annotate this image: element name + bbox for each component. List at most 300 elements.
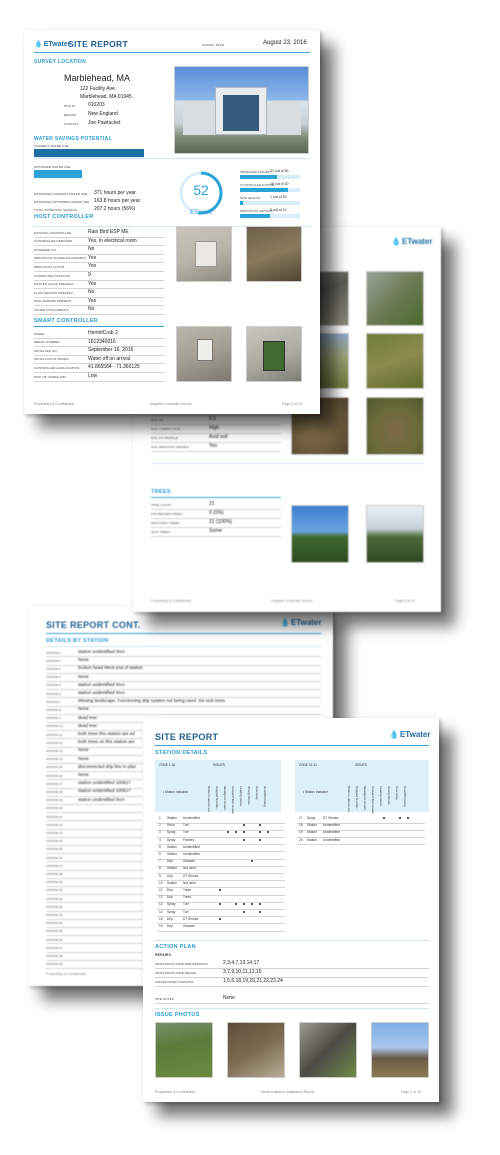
station-plant: Unidentified bbox=[183, 852, 200, 856]
footer-center: Irrigation Controller Survey bbox=[271, 599, 313, 603]
row-label: CONTROLLER REMOVED bbox=[34, 239, 73, 244]
row-value: Yes, in electrical room bbox=[88, 237, 137, 244]
smart-controller-photo-2 bbox=[246, 326, 302, 382]
soil-photo-2 bbox=[366, 397, 424, 455]
station-type: Spray bbox=[167, 909, 176, 914]
row-divider bbox=[34, 280, 164, 281]
station-row-divider bbox=[157, 837, 285, 838]
issue-photo-4 bbox=[371, 1022, 429, 1078]
total-savings-label: TOTAL POTENTIAL SAVINGS bbox=[34, 208, 77, 212]
station-note: Missing landscape. Functioning drip system not being used. Six sick trees. bbox=[78, 698, 227, 704]
station-type: Drip bbox=[167, 916, 173, 921]
station-label: STATION 20 bbox=[46, 806, 63, 811]
action-label: INFRASTRUCTURE REPAIR bbox=[155, 970, 197, 975]
host-controller-title: HOST CONTROLLER bbox=[34, 214, 94, 220]
action-divider bbox=[155, 986, 429, 987]
row-value: September 16, 2016 bbox=[88, 347, 134, 354]
station-plant: Turf bbox=[183, 823, 189, 828]
station-type: Station bbox=[167, 852, 177, 856]
report-page-site-report bbox=[24, 30, 320, 414]
station-plant: Not used bbox=[183, 880, 196, 885]
score-item-value: 5 out of 10 bbox=[270, 207, 287, 212]
row-label: SOIL PH PROFILE bbox=[151, 435, 178, 440]
station-note: None bbox=[78, 657, 89, 663]
station-note: None bbox=[78, 755, 89, 761]
action-value: None bbox=[223, 995, 235, 1001]
row-divider bbox=[34, 372, 164, 373]
est-current-label: ESTIMATED CURRENT WATER USE bbox=[34, 192, 88, 196]
station-label: STATION 2 bbox=[46, 658, 61, 663]
station-row-divider bbox=[157, 859, 285, 860]
issues-label-right: ISSUES bbox=[355, 763, 367, 767]
row-divider bbox=[34, 381, 164, 382]
survey-date-label: SURVEY DATE bbox=[202, 43, 224, 47]
row-divider bbox=[34, 314, 164, 315]
station-label: STATION 12 bbox=[46, 740, 63, 745]
score-item-label: SITE HEALTH bbox=[240, 196, 261, 200]
station-row-divider bbox=[157, 923, 285, 924]
row-label: RAIN SENSOR PRESENT bbox=[34, 299, 72, 304]
station-note: None bbox=[78, 747, 89, 753]
station-row-divider bbox=[157, 902, 285, 903]
row-label: RISK OF VANDALISM bbox=[34, 374, 66, 379]
row-value: Rain Bird ESP ME bbox=[88, 229, 129, 235]
section-divider bbox=[34, 326, 164, 327]
row-divider bbox=[34, 271, 164, 272]
logo-text: ETwater bbox=[399, 730, 431, 739]
section-divider bbox=[46, 646, 321, 647]
logo-text: ETwater bbox=[43, 41, 71, 48]
row-label: CONNECTED STATIONS bbox=[34, 273, 71, 278]
issue-column-header: Leaking Valves bbox=[379, 786, 383, 807]
row-divider bbox=[151, 536, 281, 537]
tree-photo-2 bbox=[366, 505, 424, 563]
row-value: Yes bbox=[88, 263, 97, 270]
station-number: 3 bbox=[159, 830, 161, 835]
station-row-divider bbox=[157, 873, 285, 874]
station-plant: Trees bbox=[183, 888, 192, 892]
station-number: 14 bbox=[159, 909, 163, 914]
station-type: Station bbox=[307, 830, 317, 835]
station-label: STATION 31 bbox=[46, 896, 63, 901]
score-item-value: 16 out of 20 bbox=[270, 181, 289, 186]
score-item-label: IRRIGATION METHOD bbox=[240, 209, 273, 213]
issue-column-header: Overspray bbox=[395, 786, 399, 800]
issue-mark bbox=[251, 903, 253, 905]
score-item-value: 1 out of 20 bbox=[270, 194, 287, 199]
smart-controller-box bbox=[197, 339, 213, 361]
station-note: station undentified 100617 bbox=[78, 788, 131, 794]
est-current-value: 371 hours per year bbox=[94, 190, 136, 196]
issue-mark bbox=[259, 831, 261, 833]
water-drop-icon: 💧 bbox=[389, 730, 399, 739]
issue-mark bbox=[243, 831, 245, 833]
issue-column-header: Broken Lateral Line bbox=[207, 786, 211, 813]
issue-column-header: Runoff/Ponding bbox=[403, 786, 407, 807]
address-line-1: 122 Facility Ave bbox=[80, 86, 115, 92]
etwater-logo bbox=[391, 237, 433, 246]
issue-column-header: Broken Lateral Line bbox=[347, 786, 351, 813]
issue-mark bbox=[219, 903, 221, 905]
title-divider bbox=[46, 633, 321, 634]
station-note: dead tree bbox=[78, 714, 98, 720]
station-label: STATION 22 bbox=[46, 822, 63, 827]
row-label: POWERED ON bbox=[34, 247, 56, 252]
footer-left: Proprietary & Confidential bbox=[151, 599, 191, 603]
action-value: 3,7,9,10,11,12,15 bbox=[223, 969, 262, 975]
row-divider bbox=[34, 288, 164, 289]
station-number: 12 bbox=[159, 895, 163, 900]
station-label: STATION 13 bbox=[46, 748, 63, 753]
section-divider bbox=[155, 940, 429, 941]
station-plant: DT Shrubs bbox=[183, 916, 199, 921]
station-number: 13 bbox=[159, 902, 163, 907]
station-plant: Trees bbox=[183, 895, 192, 900]
station-note: None bbox=[78, 772, 89, 777]
issue-mark bbox=[235, 831, 237, 833]
score-bar-fill bbox=[240, 188, 288, 192]
station-row-divider bbox=[157, 909, 285, 910]
station-plant: Not used bbox=[183, 866, 196, 871]
etscore-value: 52 bbox=[193, 182, 209, 198]
est-optimized-label: ESTIMATED OPTIMIZED WATER USE bbox=[34, 200, 90, 204]
row-value: 0 (0%) bbox=[209, 510, 224, 516]
station-type: Spray bbox=[167, 902, 176, 907]
station-note: None bbox=[78, 673, 89, 679]
issue-mark bbox=[235, 903, 237, 905]
score-item-value: 31 out of 50 bbox=[270, 168, 289, 173]
station-row-divider bbox=[157, 830, 285, 831]
station-number: 10 bbox=[159, 880, 163, 885]
row-value: Some bbox=[209, 528, 223, 534]
row-label: SOIL PH bbox=[151, 417, 164, 422]
site-photo-curb-grass bbox=[366, 271, 424, 326]
station-label: STATION 14 bbox=[46, 757, 63, 762]
action-label: UNIDENTIFIED STATIONS bbox=[155, 979, 194, 984]
row-divider bbox=[151, 451, 281, 452]
station-label: STATION 6 bbox=[46, 691, 61, 696]
station-label: STATION 32 bbox=[46, 904, 63, 909]
score-bar-fill bbox=[240, 214, 270, 218]
station-plant: Flowers bbox=[183, 837, 195, 842]
issue-photo-3 bbox=[299, 1022, 357, 1078]
est-optimized-value: 163.8 hours per year bbox=[94, 198, 141, 204]
row-label: DISTRESSED TREES bbox=[151, 511, 183, 516]
etwater-logo bbox=[34, 40, 70, 48]
station-plant: Turf bbox=[183, 830, 189, 835]
etwater-logo bbox=[389, 730, 431, 739]
page-title: SITE REPORT bbox=[68, 39, 128, 49]
row-divider bbox=[34, 262, 164, 263]
row-value: Acid soil bbox=[209, 434, 228, 440]
issue-column-header: Runoff/Ponding bbox=[263, 786, 267, 807]
row-label: INSTALLATION ISSUES bbox=[34, 357, 69, 362]
row-label: SOIL AERATION NEEDED bbox=[151, 444, 189, 449]
station-label: STATION 36 bbox=[46, 937, 63, 942]
station-plant: Unidentified bbox=[323, 837, 340, 842]
repairs-label: REPAIRS bbox=[155, 953, 171, 957]
row-label: SOIL COMPACTION bbox=[151, 426, 181, 431]
station-label: STATION 19 bbox=[46, 798, 63, 803]
smart-controller-photo-1 bbox=[176, 326, 232, 382]
report-page-station-details bbox=[143, 718, 439, 1102]
station-row-divider bbox=[157, 887, 285, 888]
station-number: 16 bbox=[159, 924, 163, 928]
row-label: SICK TREES bbox=[151, 529, 170, 534]
issue-mark bbox=[219, 918, 221, 920]
row-label: TREE COUNT bbox=[151, 502, 172, 507]
footer-left: Proprietary & Confidential bbox=[46, 972, 86, 976]
station-note: station undentified 0mA bbox=[78, 796, 126, 802]
station-type: Spray bbox=[167, 830, 176, 835]
station-note: dead tree bbox=[78, 722, 98, 728]
row-label: INSTALLED ON bbox=[34, 348, 57, 353]
station-label: STATION 25 bbox=[46, 847, 63, 852]
logo-text: ETwater bbox=[401, 237, 433, 246]
station-indicator-right: • Station Indicator bbox=[303, 790, 329, 794]
issue-photo-1 bbox=[155, 1022, 213, 1078]
section-divider bbox=[34, 158, 310, 159]
action-label: SITE NOTES bbox=[155, 996, 174, 1001]
station-label: STATION 33 bbox=[46, 912, 63, 917]
station-label: STATION 35 bbox=[46, 929, 63, 934]
issue-mark bbox=[251, 860, 253, 862]
survey-location-title: SURVEY LOCATION bbox=[34, 59, 87, 65]
station-type: Station bbox=[167, 816, 177, 820]
station-note: station undentified 0mA bbox=[78, 690, 126, 695]
station-note: both trees on this station are bbox=[78, 739, 135, 745]
issue-mark bbox=[383, 817, 385, 819]
footer-left: Proprietary & Confidential bbox=[155, 1090, 195, 1094]
station-row-divider bbox=[297, 844, 425, 845]
station-number: 1 bbox=[159, 816, 161, 820]
water-savings-title: WATER SAVINGS POTENTIAL bbox=[34, 136, 112, 142]
station-row-divider bbox=[157, 895, 285, 896]
host-controller-photo-2 bbox=[246, 226, 302, 282]
station-plant: Unidentified bbox=[323, 823, 340, 828]
row-label: CONTROLLER GEOLOCATION bbox=[34, 365, 80, 370]
row-value: Yes bbox=[88, 254, 97, 261]
station-type: Drip bbox=[167, 924, 173, 928]
row-label: DECLINING TREES bbox=[151, 520, 180, 525]
issue-mark bbox=[243, 824, 245, 826]
station-number: 17 bbox=[299, 816, 303, 820]
row-label: FLOW SENSOR PRESENT bbox=[34, 290, 74, 295]
row-divider bbox=[34, 305, 164, 306]
issue-column-header: Overspray bbox=[255, 786, 259, 800]
row-value: High bbox=[209, 425, 220, 431]
section-divider bbox=[155, 1008, 429, 1009]
station-label: STATION 9 bbox=[46, 716, 61, 721]
station-note: broken head West end of station bbox=[78, 665, 143, 671]
zone-right-label: ZONE 16-31 bbox=[299, 763, 317, 767]
row-divider bbox=[34, 245, 164, 246]
survey-date: August 23, 2016 bbox=[263, 40, 307, 46]
station-label: STATION 16 bbox=[46, 773, 63, 778]
optimized-use-label: OPTIMIZED WATER USE bbox=[34, 165, 71, 169]
station-label: STATION 8 bbox=[46, 707, 61, 712]
footer-right: Page 5 of 10 bbox=[282, 402, 302, 406]
station-type: Spray bbox=[307, 816, 316, 820]
station-note: both trees this station are ad bbox=[78, 731, 135, 736]
building-side-right bbox=[267, 101, 301, 135]
station-type: Station bbox=[307, 837, 317, 842]
controller-box bbox=[195, 241, 217, 267]
etwater-logo bbox=[280, 618, 322, 627]
action-value: 2,3,4,7,13,14,17 bbox=[223, 960, 260, 966]
station-type: Rotor bbox=[167, 823, 175, 828]
station-row-divider bbox=[157, 931, 285, 932]
row-value: Yes bbox=[209, 443, 218, 449]
etscore-label: ETscore bbox=[190, 210, 212, 216]
smart-controller-title: SMART CONTROLLER bbox=[34, 318, 99, 324]
issue-column-header: Wrong Nozzle bbox=[387, 786, 391, 805]
row-label: MASTER VALVE PRESENT bbox=[34, 282, 74, 287]
issue-mark bbox=[259, 903, 261, 905]
row-value: 1612340016 bbox=[88, 338, 116, 345]
row-divider bbox=[151, 415, 281, 416]
station-number: 2 bbox=[159, 823, 161, 828]
station-label: STATION 21 bbox=[46, 814, 63, 819]
station-plant: Turf bbox=[183, 902, 189, 907]
station-label: STATION 15 bbox=[46, 765, 63, 770]
footer-center: Smart Irrigation Installation Report bbox=[261, 1090, 315, 1094]
station-note: None bbox=[78, 706, 89, 712]
issue-mark bbox=[243, 911, 245, 913]
station-indicator-left: • Station Indicator bbox=[163, 790, 189, 794]
row-label: EXISTING CONTROLLER bbox=[34, 230, 72, 235]
station-note: disconnected drip line in plan bbox=[78, 763, 137, 769]
station-type: Drip bbox=[167, 859, 173, 864]
zone-right-header-band bbox=[295, 760, 429, 812]
issue-mark bbox=[243, 839, 245, 841]
site-id-label: SITE ID bbox=[64, 104, 76, 108]
title-divider bbox=[34, 52, 310, 53]
issue-column-header: Leaking Valves bbox=[239, 786, 243, 807]
station-number: 19 bbox=[299, 830, 303, 835]
region-label: REGION bbox=[64, 113, 77, 117]
current-use-bar bbox=[34, 149, 144, 157]
issue-column-header: Wrong Nozzle bbox=[247, 786, 251, 805]
station-plant: Unidentified bbox=[183, 844, 200, 849]
issue-mark bbox=[219, 889, 221, 891]
tree-photo-1 bbox=[291, 505, 349, 563]
water-drop-icon: 💧 bbox=[391, 237, 401, 246]
station-label: STATION 34 bbox=[46, 921, 63, 926]
site-name: Marblehead, MA bbox=[64, 73, 131, 83]
station-type: Station bbox=[167, 844, 177, 849]
score-bar-fill bbox=[240, 175, 277, 179]
issue-mark bbox=[227, 831, 229, 833]
issue-column-header: Misaligned Heads bbox=[223, 786, 227, 810]
score-bar-track bbox=[240, 201, 300, 205]
water-drop-icon: 💧 bbox=[280, 618, 290, 627]
station-label: STATION 27 bbox=[46, 863, 63, 868]
issue-mark bbox=[243, 903, 245, 905]
issue-column-header: Clogged Nozzles bbox=[215, 786, 219, 809]
score-item-label: CONTROLLER RATING bbox=[240, 183, 275, 187]
row-value: HermitCrab 2 bbox=[88, 330, 118, 336]
action-divider bbox=[155, 1003, 429, 1004]
station-number: 4 bbox=[159, 837, 161, 842]
water-drop-icon: 💧 bbox=[34, 41, 43, 48]
station-row-divider bbox=[157, 916, 285, 917]
page-title: SITE REPORT CONT. bbox=[46, 620, 141, 630]
station-plant: DT Shrubs bbox=[183, 873, 199, 878]
station-note: station undentified 0mA bbox=[78, 649, 126, 654]
station-number: 11 bbox=[159, 888, 163, 892]
row-value: No bbox=[88, 246, 95, 253]
action-label: INFRASTRUCTURE MAINTENANCE bbox=[155, 961, 208, 966]
station-note: station undentified 100617 bbox=[78, 780, 131, 786]
station-label: STATION 11 bbox=[46, 732, 63, 737]
footer-right: Page 2 of 10 bbox=[401, 1090, 421, 1094]
station-number: 15 bbox=[159, 916, 163, 921]
title-divider bbox=[155, 745, 429, 746]
smart-controller-display bbox=[263, 341, 285, 371]
issue-mark bbox=[267, 831, 269, 833]
row-value: 6.5 bbox=[209, 416, 216, 422]
station-label: STATION 38 bbox=[46, 953, 63, 958]
building-side-left bbox=[183, 101, 215, 135]
issue-mark bbox=[407, 817, 409, 819]
station-type: Station bbox=[307, 823, 317, 828]
page-divider bbox=[151, 463, 425, 464]
row-label: OTHER ATTACHMENTS bbox=[34, 307, 69, 312]
issue-mark bbox=[259, 911, 261, 913]
station-label: STATION 5 bbox=[46, 683, 61, 688]
station-type: Station bbox=[167, 880, 177, 885]
logo-text: ETwater bbox=[290, 618, 322, 627]
issue-photo-2 bbox=[227, 1022, 285, 1078]
issues-label-left: ISSUES bbox=[213, 763, 225, 767]
host-controller-photo-1 bbox=[176, 226, 232, 282]
station-label: STATION 30 bbox=[46, 888, 63, 893]
address-line-2: Marblehead, MA 01945 bbox=[80, 94, 132, 100]
station-label: STATION 10 bbox=[46, 724, 63, 729]
action-value: 1,5,6,18,19,20,21,22,23,24 bbox=[223, 978, 283, 984]
row-label: IRRIGATION SCHEDULE PRESENT bbox=[34, 256, 87, 261]
issue-mark bbox=[399, 817, 401, 819]
station-row-divider bbox=[157, 823, 285, 824]
row-label: SERIAL NUMBER bbox=[34, 340, 60, 345]
station-label: STATION 37 bbox=[46, 945, 63, 950]
contact: Joe Pawtucket bbox=[88, 120, 121, 126]
building-photo bbox=[174, 66, 309, 154]
station-label: STATION 24 bbox=[46, 839, 63, 844]
building-window bbox=[223, 95, 259, 131]
station-type: Drip bbox=[167, 888, 173, 892]
zone-left-label: ZONE 1-16 bbox=[159, 763, 176, 767]
action-divider bbox=[155, 977, 429, 978]
row-divider bbox=[34, 297, 164, 298]
issue-column-header: Sunken/Tilted Heads bbox=[231, 786, 235, 814]
station-label: STATION 7 bbox=[46, 699, 61, 704]
site-id: 010203 bbox=[88, 102, 105, 108]
row-value: 21 (100%) bbox=[209, 519, 233, 525]
issue-mark bbox=[259, 824, 261, 826]
station-label: STATION 26 bbox=[46, 855, 63, 860]
row-value: Water off on arrival bbox=[88, 355, 130, 362]
station-number: 20 bbox=[299, 837, 303, 842]
region: New England bbox=[88, 111, 118, 117]
action-divider bbox=[155, 968, 429, 969]
row-value: 41.865584 - 71.366125 bbox=[88, 364, 140, 371]
row-value: Yes bbox=[88, 280, 97, 287]
station-plant: Unidentified bbox=[183, 816, 200, 820]
trees-divider bbox=[151, 497, 281, 498]
station-label: STATION 1 bbox=[46, 650, 61, 655]
